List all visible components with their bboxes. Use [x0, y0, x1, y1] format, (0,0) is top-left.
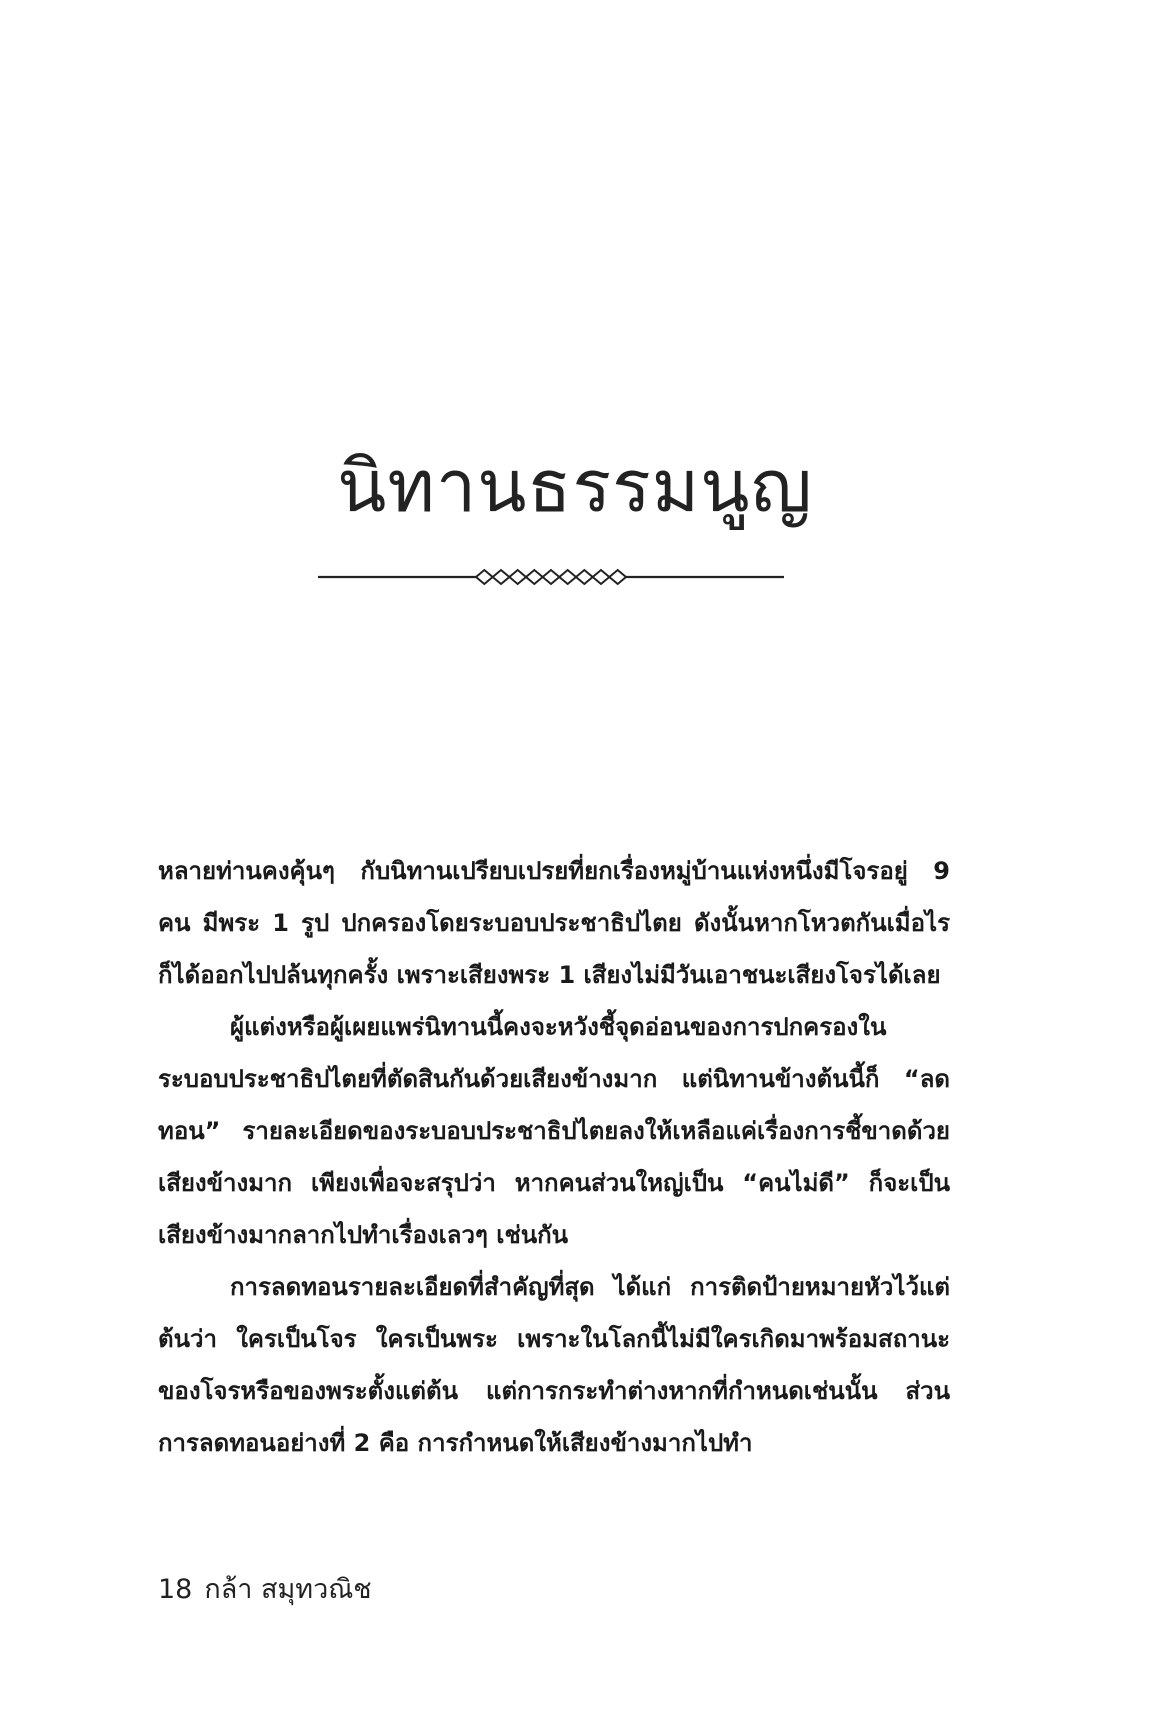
body-text — [158, 845, 950, 1469]
ornament-diamond — [576, 570, 593, 584]
ornament-diamond — [526, 570, 543, 584]
ornament-diamond — [609, 570, 626, 584]
page-number: 18 — [158, 1574, 193, 1605]
title-ornament — [318, 563, 784, 591]
page-footer — [158, 1567, 372, 1610]
ornament-diamond — [543, 570, 560, 584]
ornament-diamond — [593, 570, 610, 584]
paragraph-3: การลดทอนรายละเอียดที่สำคัญที่สุด ได้แก่ การติดป้ายหมายหัวไว้แต่ต้นว่า ใครเป็นโจร ใครเป็นพระ เพราะในโลกนี้ไม่มีใครเกิดมาพร้อมสถานะของโจรหรือของพระตั้งแต่ต้น แต่การกระทำต่างหากที่กำหนดเช่นนั้น ส่วนการลดทอนอย่างที่ 2 คือ การกำหนดให้เสียงข้างมากไปทำ — [158, 1273, 950, 1457]
ornament-diamond — [509, 570, 526, 584]
ornament-diamond — [559, 570, 576, 584]
paragraph-1: หลายท่านคงคุ้นๆ กับนิทานเปรียบเปรยที่ยกเรื่องหมู่บ้านแห่งหนึ่งมีโจรอยู่ 9 คน มีพระ 1 รูป ปกครองโดยระบอบประชาธิปไตย ดังนั้นหากโหวตกันเมื่อไร ก็ได้ออกไปปล้นทุกครั้ง เพราะเสียงพระ 1 เสียงไม่มีวันเอาชนะเสียงโจรได้เลย — [158, 857, 950, 989]
ornament-diamond — [493, 570, 510, 584]
paragraph-2: ผู้แต่งหรือผู้เผยแพร่นิทานนี้คงจะหวังชี้จุดอ่อนของการปกครองในระบอบประชาธิปไตยที่ตัดสินกันด้วยเสียงข้างมาก แต่นิทานข้างต้นนี้ก็ “ลดทอน” รายละเอียดของระบอบประชาธิปไตยลงให้เหลือแค่เรื่องการชี้ขาดด้วยเสียงข้างมาก เพียงเพื่อจะสรุปว่า หากคนส่วนใหญ่เป็น “คนไม่ดี” ก็จะเป็นเสียงข้างมากลากไปทำเรื่องเลวๆ เช่นกัน — [158, 1013, 950, 1249]
ornament-diamond — [476, 570, 493, 584]
author-name: กล้า สมุทวณิช — [204, 1574, 372, 1605]
ornament-diamond-chain — [476, 570, 626, 584]
chapter-title: นิทานธรรมนูญ — [337, 444, 813, 528]
